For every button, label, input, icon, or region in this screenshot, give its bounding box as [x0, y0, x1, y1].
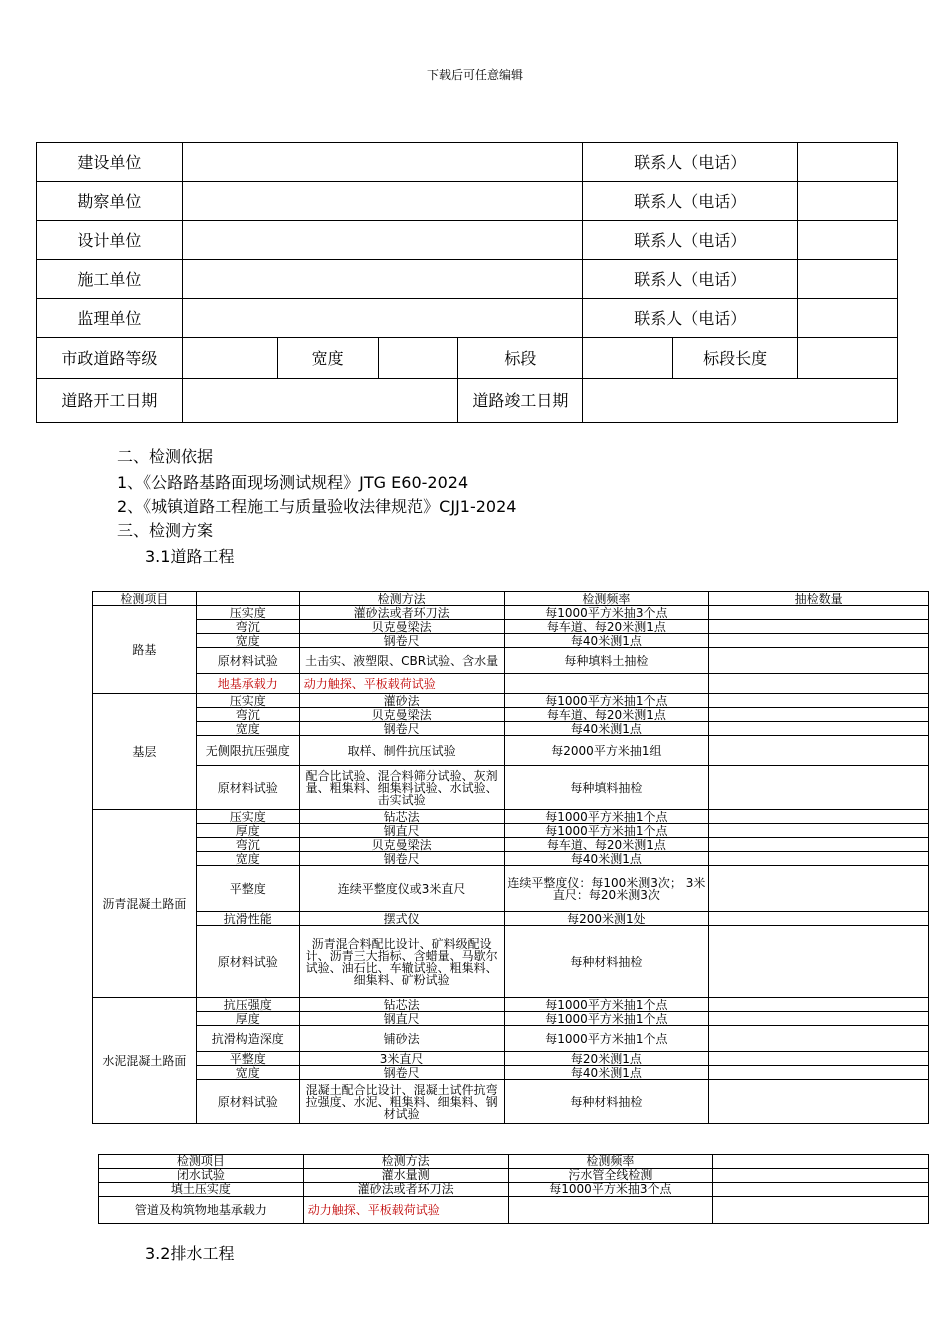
- test-item: 弯沉: [196, 620, 299, 634]
- test-method: 连续平整度仪或3米直尺: [299, 866, 504, 912]
- table-row: [99, 1169, 929, 1183]
- sample-quantity[interactable]: [709, 824, 929, 838]
- test-frequency: 每40米测1点: [504, 722, 709, 736]
- test-frequency: 每1000平方米抽1个点: [504, 694, 709, 708]
- sample-quantity[interactable]: [709, 866, 929, 912]
- test-item: 地基承载力: [196, 674, 299, 694]
- test-method: 取样、制件抗压试验: [299, 736, 504, 766]
- test-frequency: [508, 1197, 713, 1224]
- column-header-item: 检测项目: [93, 592, 197, 606]
- test-item: 原材料试验: [196, 648, 299, 674]
- section-value[interactable]: [583, 338, 673, 379]
- section-label: 标段: [458, 338, 583, 379]
- test-method: 钢直尺: [299, 1012, 504, 1026]
- group-name: 水泥混凝土路面: [93, 998, 197, 1124]
- test-method: 贝克曼梁法: [299, 620, 504, 634]
- test-frequency: 每种材料抽检: [504, 926, 709, 998]
- unit-label: 勘察单位: [37, 182, 183, 221]
- contact-value[interactable]: [798, 260, 898, 299]
- test-item: 弯沉: [196, 708, 299, 722]
- contact-label: 联系人（电话）: [583, 143, 798, 182]
- section-heading-road: 3.1道路工程: [145, 547, 235, 566]
- section-heading-basis: 二、检测依据: [117, 447, 214, 466]
- test-method: 摆式仪: [299, 912, 504, 926]
- sample-quantity[interactable]: [709, 1012, 929, 1026]
- table-row: [93, 634, 929, 648]
- column-header-method: 检测方法: [299, 592, 504, 606]
- unit-label: 施工单位: [37, 260, 183, 299]
- unit-label: 建设单位: [37, 143, 183, 182]
- drain-test-table: [98, 1154, 929, 1224]
- table-row: [93, 1080, 929, 1124]
- table-row: [93, 620, 929, 634]
- table-row: [93, 736, 929, 766]
- table-row: [93, 852, 929, 866]
- unit-label: 监理单位: [37, 299, 183, 338]
- sample-quantity[interactable]: [709, 648, 929, 674]
- road-grade-value[interactable]: [182, 338, 277, 379]
- test-frequency: 每1000平方米抽3个点: [504, 606, 709, 620]
- test-frequency: 每2000平方米抽1组: [504, 736, 709, 766]
- test-item: 平整度: [196, 866, 299, 912]
- unit-value[interactable]: [182, 260, 583, 299]
- table-row: [93, 912, 929, 926]
- test-method: 钢卷尺: [299, 722, 504, 736]
- table-row: [93, 766, 929, 810]
- test-frequency: 每40米测1点: [504, 634, 709, 648]
- road-grade-label: 市政道路等级: [37, 338, 183, 379]
- test-frequency: 每1000平方米抽1个点: [504, 1026, 709, 1052]
- sample-quantity[interactable]: [709, 1080, 929, 1124]
- test-frequency: 连续平整度仪：每100米测3次； 3米直尺：每20米测3次: [504, 866, 709, 912]
- table-row: [93, 926, 929, 998]
- test-item: 宽度: [196, 634, 299, 648]
- sample-quantity[interactable]: [709, 766, 929, 810]
- test-frequency: 每1000平方米抽1个点: [504, 824, 709, 838]
- table-row: [99, 1183, 929, 1197]
- column-header-blank: [713, 1155, 929, 1169]
- test-item: 厚度: [196, 824, 299, 838]
- test-item: 原材料试验: [196, 1080, 299, 1124]
- column-header-method: 检测方法: [303, 1155, 508, 1169]
- test-item: 厚度: [196, 1012, 299, 1026]
- test-method: 贝克曼梁法: [299, 708, 504, 722]
- end-date-value[interactable]: [583, 379, 898, 423]
- test-item: 压实度: [196, 606, 299, 620]
- table-row: [93, 810, 929, 824]
- column-header-quantity: 抽检数量: [709, 592, 929, 606]
- contact-value[interactable]: [798, 182, 898, 221]
- test-item: 管道及构筑物地基承载力: [99, 1197, 304, 1224]
- test-frequency: 每种填料抽检: [504, 766, 709, 810]
- group-name: 基层: [93, 694, 197, 810]
- width-label: 宽度: [277, 338, 378, 379]
- test-method: 混凝土配合比设计、混凝土试件抗弯拉强度、水泥、粗集料、细集料、钢材试验: [299, 1080, 504, 1124]
- table-row: [93, 1026, 929, 1052]
- test-item: 宽度: [196, 722, 299, 736]
- test-method: 灌砂法: [299, 694, 504, 708]
- sample-quantity[interactable]: [709, 722, 929, 736]
- sample-quantity[interactable]: [709, 998, 929, 1012]
- unit-value[interactable]: [182, 143, 583, 182]
- test-item: 压实度: [196, 694, 299, 708]
- table-row: [93, 606, 929, 620]
- table-row: [93, 674, 929, 694]
- test-method: 钢直尺: [299, 824, 504, 838]
- contact-value[interactable]: [798, 221, 898, 260]
- column-header-frequency: 检测频率: [504, 592, 709, 606]
- test-method: 贝克曼梁法: [299, 838, 504, 852]
- test-frequency: 每40米测1点: [504, 852, 709, 866]
- sample-quantity[interactable]: [709, 620, 929, 634]
- sample-quantity[interactable]: [709, 708, 929, 722]
- contact-value[interactable]: [798, 143, 898, 182]
- test-item: 原材料试验: [196, 766, 299, 810]
- contact-label: 联系人（电话）: [583, 221, 798, 260]
- unit-value[interactable]: [182, 182, 583, 221]
- start-date-value[interactable]: [182, 379, 458, 423]
- test-method: 钢卷尺: [299, 1066, 504, 1080]
- table-row: [93, 998, 929, 1012]
- test-method: 动力触探、平板载荷试验: [299, 674, 504, 694]
- basis-item-1: 1、《公路路基路面现场测试规程》JTG E60-2024: [117, 473, 469, 492]
- test-frequency: 每种填料土抽检: [504, 648, 709, 674]
- test-frequency: 每1000平方米抽3个点: [508, 1183, 713, 1197]
- test-frequency: 每1000平方米抽1个点: [504, 810, 709, 824]
- test-method: 沥青混合料配比设计、矿料级配设计、沥青三大指标、含蜡量、马歇尔试验、油石比、车辙试验、粗集料、细集料、矿粉试验: [299, 926, 504, 998]
- start-date-label: 道路开工日期: [37, 379, 183, 423]
- test-method: 灌水量测: [303, 1169, 508, 1183]
- test-frequency: 每种材料抽检: [504, 1080, 709, 1124]
- table-row: [93, 866, 929, 912]
- test-method: 铺砂法: [299, 1026, 504, 1052]
- column-header-sub: [196, 592, 299, 606]
- test-item: 填土压实度: [99, 1183, 304, 1197]
- test-item: 闭水试验: [99, 1169, 304, 1183]
- section-length-label: 标段长度: [673, 338, 798, 379]
- test-method: 3米直尺: [299, 1052, 504, 1066]
- test-item: 宽度: [196, 1066, 299, 1080]
- column-header-item: 检测项目: [99, 1155, 304, 1169]
- table-row: [99, 1197, 929, 1224]
- sample-quantity[interactable]: [713, 1183, 929, 1197]
- page-header: 下载后可任意编辑: [426, 68, 523, 82]
- test-frequency: 每车道、每20米测1点: [504, 838, 709, 852]
- test-item: 宽度: [196, 852, 299, 866]
- sample-quantity[interactable]: [709, 606, 929, 620]
- test-item: 平整度: [196, 1052, 299, 1066]
- test-method: 灌砂法或者环刀法: [303, 1183, 508, 1197]
- sample-quantity[interactable]: [709, 1066, 929, 1080]
- table-row: [93, 708, 929, 722]
- table-row: [93, 648, 929, 674]
- end-date-label: 道路竣工日期: [458, 379, 583, 423]
- test-item: 无侧限抗压强度: [196, 736, 299, 766]
- sample-quantity[interactable]: [709, 810, 929, 824]
- test-frequency: 每20米测1点: [504, 1052, 709, 1066]
- test-item: 抗滑构造深度: [196, 1026, 299, 1052]
- unit-value[interactable]: [182, 221, 583, 260]
- test-frequency: 每车道、每20米测1点: [504, 708, 709, 722]
- test-frequency: 每1000平方米抽1个点: [504, 998, 709, 1012]
- width-value[interactable]: [378, 338, 458, 379]
- section-heading-drain: 3.2排水工程: [145, 1244, 235, 1263]
- unit-label: 设计单位: [37, 221, 183, 260]
- test-frequency: 每车道、每20米测1点: [504, 620, 709, 634]
- table-row: [93, 824, 929, 838]
- table-row: [93, 694, 929, 708]
- test-method: 钻芯法: [299, 810, 504, 824]
- test-item: 原材料试验: [196, 926, 299, 998]
- sample-quantity[interactable]: [709, 736, 929, 766]
- contact-label: 联系人（电话）: [583, 182, 798, 221]
- table-row: [93, 1052, 929, 1066]
- road-test-table: [92, 591, 929, 1124]
- column-header-frequency: 检测频率: [508, 1155, 713, 1169]
- test-method: 钢卷尺: [299, 634, 504, 648]
- test-method: 灌砂法或者环刀法: [299, 606, 504, 620]
- sample-quantity[interactable]: [709, 1026, 929, 1052]
- contact-label: 联系人（电话）: [583, 299, 798, 338]
- basis-item-2: 2、《城镇道路工程施工与质量验收法律规范》CJJ1-2024: [117, 497, 517, 516]
- sample-quantity[interactable]: [709, 852, 929, 866]
- group-name: 沥青混凝土路面: [93, 810, 197, 998]
- sample-quantity[interactable]: [709, 1052, 929, 1066]
- test-method: 土击实、液塑限、CBR试验、含水量: [299, 648, 504, 674]
- test-item: 弯沉: [196, 838, 299, 852]
- section-length-value[interactable]: [798, 338, 898, 379]
- test-frequency: 污水管全线检测: [508, 1169, 713, 1183]
- sample-quantity[interactable]: [713, 1169, 929, 1183]
- table-row: [93, 838, 929, 852]
- test-method: 钢卷尺: [299, 852, 504, 866]
- test-method: 钻芯法: [299, 998, 504, 1012]
- project-info-table: [36, 142, 898, 423]
- test-frequency: 每1000平方米抽1个点: [504, 1012, 709, 1026]
- test-item: 抗压强度: [196, 998, 299, 1012]
- sample-quantity[interactable]: [709, 694, 929, 708]
- group-name: 路基: [93, 606, 197, 694]
- sample-quantity[interactable]: [713, 1197, 929, 1224]
- sample-quantity[interactable]: [709, 674, 929, 694]
- table-row: [93, 1012, 929, 1026]
- contact-label: 联系人（电话）: [583, 260, 798, 299]
- test-method: 配合比试验、混合料筛分试验、灰剂量、粗集料、细集料试验、水试验、击实试验: [299, 766, 504, 810]
- contact-value[interactable]: [798, 299, 898, 338]
- test-frequency: 每200米测1处: [504, 912, 709, 926]
- sample-quantity[interactable]: [709, 634, 929, 648]
- test-frequency: [504, 674, 709, 694]
- test-item: 压实度: [196, 810, 299, 824]
- test-frequency: 每40米测1点: [504, 1066, 709, 1080]
- unit-value[interactable]: [182, 299, 583, 338]
- test-method: 动力触探、平板载荷试验: [303, 1197, 508, 1224]
- section-heading-plan: 三、检测方案: [117, 521, 214, 540]
- table-row: [93, 722, 929, 736]
- sample-quantity[interactable]: [709, 912, 929, 926]
- sample-quantity[interactable]: [709, 838, 929, 852]
- sample-quantity[interactable]: [709, 926, 929, 998]
- test-item: 抗滑性能: [196, 912, 299, 926]
- table-row: [93, 1066, 929, 1080]
